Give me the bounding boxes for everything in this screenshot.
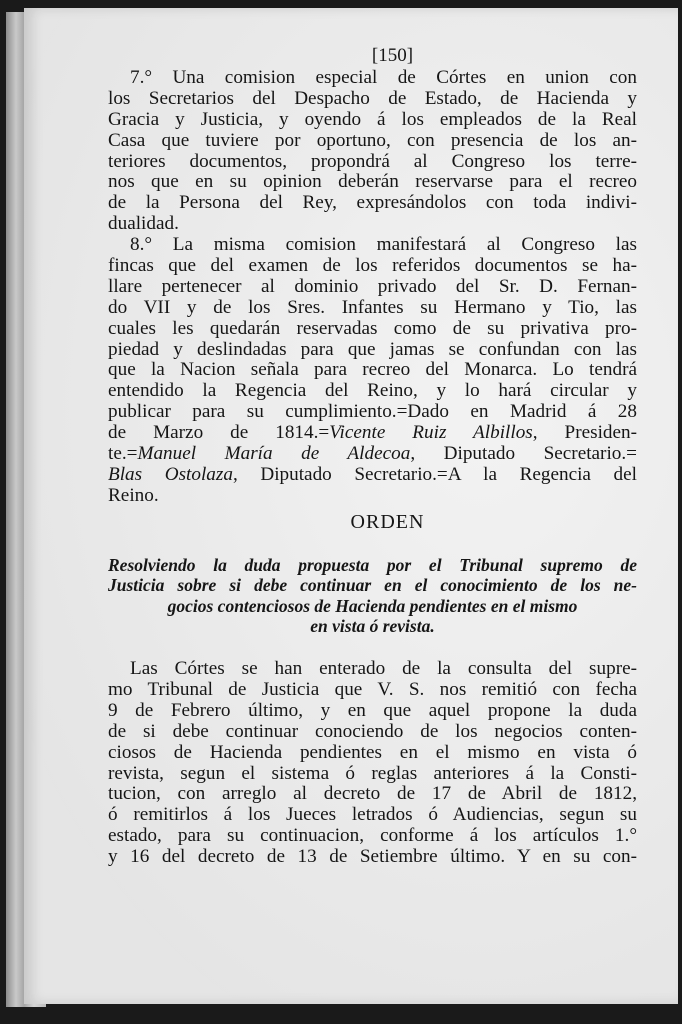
text-line: que la Nacion señala para recreo del Monarca. Lo tendrá: [108, 359, 637, 381]
summary-line: Justicia sobre si debe continuar en el conocimiento de los ne-: [108, 575, 637, 596]
page-number: [150]: [371, 45, 414, 66]
decree-article-7-body: [108, 89, 637, 235]
text-line: cuales les quedarán reservadas como de su privativa pro-: [108, 317, 637, 339]
text-line: tucion, con arreglo al decreto de 17 de Abril de 1812,: [108, 783, 637, 805]
decree-signatures: [108, 423, 637, 507]
summary-line: Resolviendo la duda propuesta por el Tribunal supremo de: [108, 554, 637, 575]
text-line: revista, segun el sistema ó reglas anteriores á la Consti-: [108, 762, 637, 784]
text-line: llare pertenecer al dominio privado del Sr. D. Fernan-: [108, 275, 637, 297]
summary-line: gocios contenciosos de Hacienda pendientes en el mismo: [167, 595, 578, 616]
text-line: ciosos de Hacienda pendientes en el mismo en vista ó: [108, 741, 637, 763]
president-name: Vicente Ruiz Albillos: [329, 422, 533, 444]
signature-text: , Presiden-: [532, 422, 638, 444]
order-body: [108, 680, 637, 868]
signature-text: , Diputado Secretario.=: [410, 443, 637, 465]
signature-line: [108, 465, 637, 486]
text-line: nos que en su opinion deberán reservarse para el recreo: [108, 171, 637, 193]
text-line: de la Persona del Rey, expresándolos con toda indivi-: [108, 192, 637, 214]
decree-article-7: [108, 68, 637, 89]
text-line: do VII y de los Sres. Infantes su Hermano y Tio, las: [108, 296, 637, 318]
decree-article-8: [108, 235, 637, 256]
order-heading: ORDEN: [350, 510, 425, 533]
text-line: Las Córtes se han enterado de la consulta del supre-: [130, 658, 637, 680]
text-line: Gracia y Justicia, y oyendo á los empleados de la Real: [108, 108, 637, 130]
text-line: Casa que tuviere por oportuno, con presencia de los an-: [108, 129, 637, 151]
text-line: entendido la Regencia del Reino, y lo hará circular y: [108, 380, 637, 402]
text-line: fincas que del examen de los referidos documentos se ha-: [108, 255, 637, 277]
order-body-first: [108, 659, 637, 680]
order-summary-last-line: en vista ó revista.: [310, 616, 435, 637]
text-line: piedad y deslindadas para que jamas se confundan con las: [108, 338, 637, 360]
text-line: y 16 del decreto de 13 de Setiembre último. Y en su con-: [108, 846, 637, 868]
signature-text: te.=: [108, 443, 138, 465]
text-line: publicar para su cumplimiento.=Dado en Madrid á 28: [108, 401, 637, 423]
signature-text: de Marzo de 1814.=: [108, 422, 330, 444]
text-line: 9 de Febrero último, y en que aquel propone la duda: [108, 699, 637, 721]
text-line: 7.° Una comision especial de Córtes en union con: [130, 67, 637, 88]
signature-line: [108, 423, 637, 444]
text-line: mo Tribunal de Justicia que V. S. nos remitió con fecha: [108, 678, 637, 700]
secretary-name: Manuel María de Aldecoa: [137, 443, 411, 465]
page-text-block: [108, 44, 637, 868]
text-line: de si debe continuar conociendo de los negocios conten-: [108, 720, 637, 742]
signature-text: , Diputado Secretario.=A la Regencia del: [232, 463, 637, 485]
text-line: teriores documentos, propondrá al Congreso los terre-: [108, 150, 637, 172]
signature-line: [108, 444, 637, 465]
text-line: 8.° La misma comision manifestará al Congreso las: [130, 234, 637, 256]
text-line: dualidad.: [108, 213, 179, 235]
text-line: estado, para su continuacion, conforme á los artículos 1.°: [108, 825, 637, 847]
text-line: los Secretarios del Despacho de Estado, de Hacienda y: [108, 87, 637, 109]
signature-line: Reino.: [108, 484, 159, 506]
text-line: ó remitirlos á los Jueces letrados ó Audiencias, segun su: [108, 804, 637, 826]
order-summary: [108, 555, 637, 617]
decree-article-8-body: [108, 256, 637, 423]
secretary-name: Blas Ostolaza: [108, 463, 233, 485]
